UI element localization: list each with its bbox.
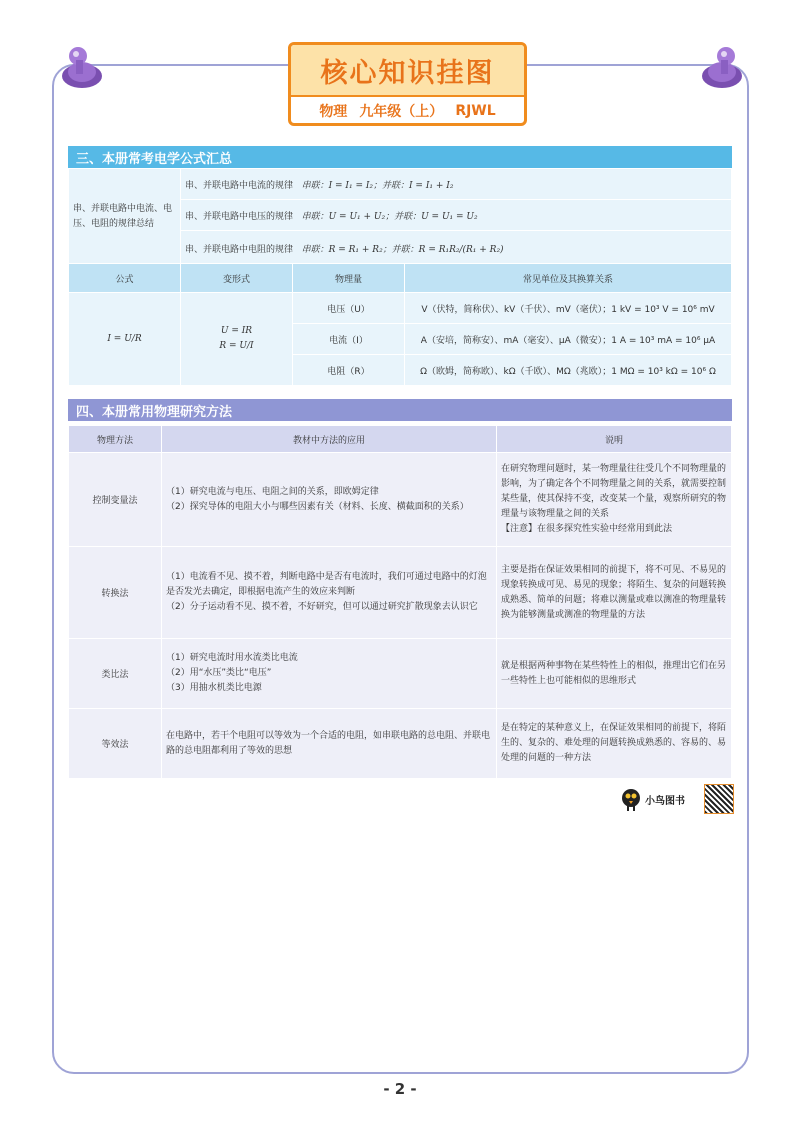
col-header: 物理方法 (69, 426, 162, 453)
table-row (69, 639, 732, 709)
rule-formula: 串联：R = R₁ + R₂；并联：R = R₁R₂/(R₁ + R₂) (301, 244, 504, 255)
qr-code-icon (704, 784, 734, 814)
page-number: - 2 - (383, 1080, 417, 1098)
title-box (288, 42, 527, 126)
grade-label: 九年级（上） (359, 104, 444, 120)
quantity-units: V（伏特，简称伏）、kV（千伏）、mV（毫伏）；1 kV = 10³ V = 10⁶ mV (405, 293, 732, 324)
method-applications (162, 453, 497, 547)
quantity-name: 电流（I） (293, 324, 405, 355)
subtitle (291, 97, 524, 125)
rule-label: 串、并联电路中电阻的规律 (185, 244, 294, 255)
application-line: （1）电流看不见、摸不着，判断电路中是否有电流时，我们可通过电路中的灯泡是否发光去确定，即根据电流产生的效应来判断 (166, 572, 487, 597)
method-name: 控制变量法 (69, 453, 162, 547)
application-line: （2）分子运动看不见、摸不着，不好研究，但可以通过研究扩散现象去认识它 (166, 602, 478, 612)
method-name: 类比法 (69, 639, 162, 709)
application-line: （2）用“水压”类比“电压” (166, 668, 272, 678)
application-line: （1）研究电流与电压、电阻之间的关系，即欧姆定律 (166, 486, 379, 497)
note-line: 在研究物理问题时，某一物理量往往受几个不同物理量的影响，为了确定各个不同物理量之间的关系，就需要控制某些量，使其保持不变，改变某一个量，观察所研究的物理量与该物理量之间的关系 (501, 464, 727, 519)
col-header: 物理量 (293, 264, 405, 293)
method-notes (497, 709, 732, 779)
rule-row (181, 200, 732, 231)
quantity-units: Ω（欧姆，简称欧）、kΩ（千欧）、MΩ（兆欧）；1 MΩ = 10³ kΩ = 10⁶ Ω (405, 355, 732, 386)
note-line: 就是根据两种事物在某些特性上的相似，推理出它们在另一些特性上也可能相似的思维形式 (501, 660, 727, 686)
rules-label: 串、并联电路中电流、电压、电阻的规律总结 (69, 169, 181, 266)
subject-label: 物理 (319, 104, 348, 120)
application-line: （2）探究导体的电阻大小与哪些因素有关（材料、长度、横截面积的关系） (166, 501, 469, 512)
method-notes (497, 453, 732, 547)
method-name: 转换法 (69, 547, 162, 639)
brand-name: 小鸟图书 (645, 795, 685, 807)
method-applications (162, 639, 497, 709)
col-header: 说明 (497, 426, 732, 453)
main-formula: I = U/R (69, 293, 181, 386)
methods-table (68, 425, 732, 779)
pushpin-right-icon (698, 42, 748, 96)
rule-row (181, 169, 732, 200)
variant: R = U/I (219, 341, 254, 351)
note-line: 是在特定的某种意义上，在保证效果相同的前提下，将陌生的、复杂的、难处理的问题转换成熟悉的、容易的、易处理的问题的一种方法 (501, 723, 727, 763)
method-applications (162, 547, 497, 639)
bird-logo-icon (620, 786, 642, 812)
application-line: （1）研究电流时用水流类比电流 (166, 653, 298, 663)
rule-formula: 串联：U = U₁ + U₂；并联：U = U₁ = U₂ (301, 211, 478, 222)
table-row (69, 453, 732, 547)
edition-label: RJWL (455, 103, 496, 119)
rule-label: 串、并联电路中电流的规律 (185, 180, 294, 191)
col-header: 常见单位及其换算关系 (405, 264, 732, 293)
method-name: 等效法 (69, 709, 162, 779)
application-line: （3）用抽水机类比电源 (166, 683, 262, 693)
pushpin-left-icon (56, 42, 106, 96)
method-notes (497, 639, 732, 709)
page-title: 核心知识挂图 (291, 45, 524, 97)
col-header: 教材中方法的应用 (162, 426, 497, 453)
rule-formula: 串联：I = I₁ = I₂；并联：I = I₁ + I₂ (301, 180, 454, 191)
method-applications (162, 709, 497, 779)
quantity-name: 电阻（R） (293, 355, 405, 386)
rule-row (181, 231, 732, 266)
col-header: 变形式 (181, 264, 293, 293)
brand-logo (620, 786, 685, 812)
table-row (69, 709, 732, 779)
section4-header: 四、本册常用物理研究方法 (68, 399, 732, 421)
note-line: 主要是指在保证效果相同的前提下，将不可见、不易见的现象转换成可见、易见的现象；将陌生、复杂的问题转换成熟悉、简单的问题；将难以测量或难以测准的物理量转换为能够测量或测准的物理量的方法 (501, 564, 727, 620)
ohms-law-table (68, 263, 732, 386)
formula-variants (181, 293, 293, 386)
col-header: 公式 (69, 264, 181, 293)
rule-label: 串、并联电路中电压的规律 (185, 211, 294, 222)
note-line: 【注意】在很多探究性实验中经常用到此法 (501, 524, 673, 534)
application-line: 在电路中，若干个电阻可以等效为一个合适的电阻，如串联电路的总电阻、并联电路的总电阻都利用了等效的思想 (166, 730, 491, 756)
circuit-rules-table (68, 168, 732, 266)
method-notes (497, 547, 732, 639)
quantity-units: A（安培，简称安）、mA（毫安）、μA（微安）；1 A = 10³ mA = 10⁶ μA (405, 324, 732, 355)
section3-header: 三、本册常考电学公式汇总 (68, 146, 732, 168)
table-row (69, 547, 732, 639)
quantity-name: 电压（U） (293, 293, 405, 324)
variant: U = IR (220, 326, 253, 336)
